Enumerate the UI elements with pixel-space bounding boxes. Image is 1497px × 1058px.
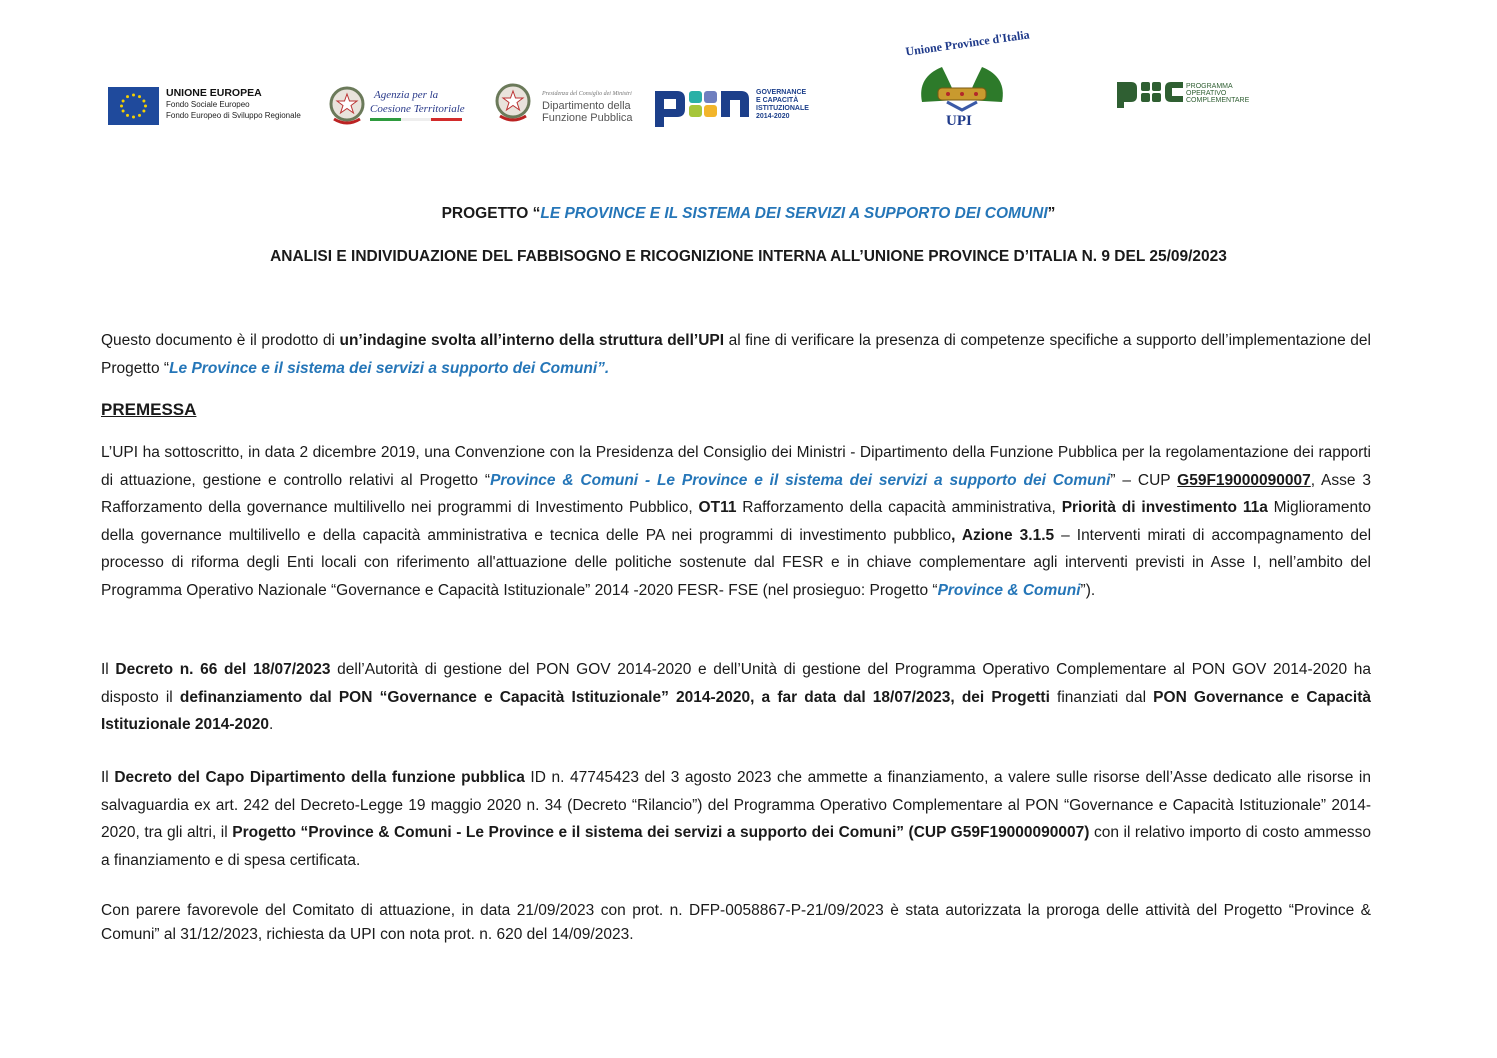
title-project-name: LE PROVINCE E IL SISTEMA DEI SERVIZI A SUPPORTO DEI COMUNI — [540, 205, 1048, 222]
p3-text: Il — [101, 769, 115, 786]
p2-text: Il — [101, 661, 116, 678]
eu-line1: Fondo Sociale Europeo — [166, 100, 250, 109]
p1-text: Miglioramento della governance multilivello e della capacità amministrativa e tecnica delle PA nei programmi di investimento pubblico — [101, 499, 1372, 544]
document-subtitle: ANALISI E INDIVIDUAZIONE DEL FABBISOGNO E RICOGNIZIONE INTERNA ALL’UNIONE PROVINCE D’ITALIA N. 9 DEL 25/09/2023 — [270, 248, 1227, 265]
paragraph-convenzione — [101, 439, 1371, 604]
p2-bold: definanziamento dal PON “Governance e Capacità Istituzionale” 2014-2020, a far data dal 18/07/2023, dei Progetti — [179, 688, 1050, 706]
pon-line1: GOVERNANCE — [756, 89, 807, 96]
paragraph-decreto-66 — [101, 656, 1371, 739]
paragraph-proroga — [101, 899, 1371, 947]
p4-text: Con parere favorevole del Comitato di attuazione, in data 21/09/2023 con prot. n. DFP-0058867-P-21/09/2023 è stata autorizzata la proroga delle attività del Progetto “Province & Comuni” al 31/12/2023, richiesta da UPI con nota prot. n. 620 del 14/09/2023. — [101, 902, 1371, 943]
dfp-small-text: Presidenza del Consiglio dei Ministri — [542, 91, 632, 97]
p1-text: ” – CUP — [1110, 471, 1178, 489]
intro-text: al fine di verificare la presenza di competenze specifiche a supporto dell’implementazione del Progetto “ — [101, 332, 1371, 377]
pon-logo-text — [756, 89, 809, 121]
p3-text: con il relativo importo di costo ammesso a finanziamento e di spesa certificata. — [101, 824, 1371, 869]
p1-bold: OT11 — [698, 499, 737, 516]
dfp-line1: Dipartimento della — [542, 100, 631, 112]
eu-stars-icon — [108, 87, 159, 125]
eu-line2: Fondo Europeo di Sviluppo Regionale — [166, 111, 301, 120]
p2-text: . — [269, 716, 274, 733]
poc-line3: COMPLEMENTARE — [1186, 97, 1250, 104]
intro-bold: un’indagine svolta all’interno della struttura dell’UPI — [339, 332, 725, 349]
cup-code: G59F19000090007 — [1177, 471, 1311, 489]
title-prefix: PROGETTO “ — [441, 205, 541, 222]
eu-title: UNIONE EUROPEA — [166, 87, 262, 99]
pon-logo-mark — [655, 87, 751, 134]
italian-emblem-icon — [494, 82, 532, 124]
poc-logo-mark — [1117, 80, 1183, 115]
funzione-pubblica-logo — [542, 88, 633, 124]
p1-project-short: Province & Comuni — [937, 581, 1081, 599]
p1-text: L’UPI ha sottoscritto, in data 2 dicembre 2019, una Convenzione con la Presidenza del Consiglio dei Ministri - Dipartimento della Funzione Pubblica per la regolamentazione dei rapporti di attuazione, gestione e controllo relativi al Progetto “ — [101, 444, 1371, 489]
p2-text: dell’Autorità di gestione del PON GOV 2014-2020 e dell’Unità di gestione del Programma Operativo Complementare al PON GOV 2014-2020 ha disposto il — [101, 661, 1371, 706]
p1-text: – Interventi mirati di accompagnamento del processo di riforma degli Enti locali con riferimento all'attuazione delle politiche sostenute dal FESR e in chiave complementare agli interventi previsti in Asse I, nell’ambito del Programma Operativo Nazionale “Governance e Capacità Istituzionale” 2014 -2020 FESR- FSE (nel prosieguo: Progetto “ — [101, 526, 1372, 599]
document-title — [0, 205, 1497, 223]
poc-line1: PROGRAMMA — [1186, 83, 1233, 90]
p1-bold: , Azione 3.1.5 — [951, 526, 1055, 544]
upi-arc-text: Unione Province d'Italia — [904, 27, 1031, 59]
p1-bold: Priorità di investimento 11a — [1061, 499, 1268, 516]
agenzia-line1: Agenzia per la — [374, 89, 439, 101]
intro-paragraph — [101, 327, 1371, 382]
upi-crown-icon — [912, 62, 1012, 119]
p1-text: ”). — [1080, 581, 1096, 599]
eu-logo-text — [166, 88, 301, 121]
italian-emblem-icon — [328, 85, 366, 127]
agenzia-line2: Coesione Territoriale — [370, 103, 465, 115]
intro-text: Questo documento è il prodotto di — [101, 332, 340, 349]
poc-line2: OPERATIVO — [1186, 90, 1227, 97]
premessa-heading: PREMESSA — [101, 400, 197, 419]
agenzia-coesione-logo — [370, 88, 465, 121]
paragraph-decreto-capo-dipartimento — [101, 764, 1371, 874]
p2-bold: Decreto n. 66 del 18/07/2023 — [115, 661, 331, 678]
pon-line2: E CAPACITÀ — [756, 97, 799, 104]
p1-text: , Asse 3 Rafforzamento della governance multilivello nei programmi di Investimento Pubblico, — [101, 471, 1371, 516]
dfp-line2: Funzione Pubblica — [542, 112, 633, 124]
p3-text: ID n. 47745423 del 3 agosto 2023 che ammette a finanziamento, a valere sulle risorse dell’Asse dedicato alle risorse in salvaguardia ex art. 242 del Decreto-Legge 19 maggio 2020 n. 34 (Decreto “Rilancio”) del Programma Operativo Complementare al PON “Governance e Capacità Istituzionale” 2014-2020, tra gli altri, il — [101, 769, 1372, 841]
p2-text: finanziati dal — [1049, 688, 1154, 706]
p3-bold: Decreto del Capo Dipartimento della funzione pubblica — [114, 769, 525, 786]
poc-logo-text — [1186, 83, 1249, 104]
upi-label: UPI — [946, 113, 972, 129]
pon-line4: 2014-2020 — [756, 113, 790, 120]
p1-project-name: Province & Comuni - Le Province e il sistema dei servizi a supporto dei Comuni — [490, 471, 1111, 489]
eu-flag-logo — [108, 87, 159, 125]
title-suffix: ” — [1047, 205, 1056, 222]
pon-line3: ISTITUZIONALE — [756, 105, 809, 112]
p2-bold: PON Governance e Capacità Istituzionale 2014-2020 — [101, 688, 1371, 733]
p1-text: Rafforzamento della capacità amministrativa, — [736, 499, 1062, 516]
p3-bold: Progetto “Province & Comuni - Le Province e il sistema dei servizi a supporto dei Comuni” (CUP G59F19000090007) — [232, 824, 1090, 841]
intro-project-name: Le Province e il sistema dei servizi a supporto dei Comuni”. — [169, 359, 610, 377]
italian-flag-stripe — [370, 118, 462, 121]
